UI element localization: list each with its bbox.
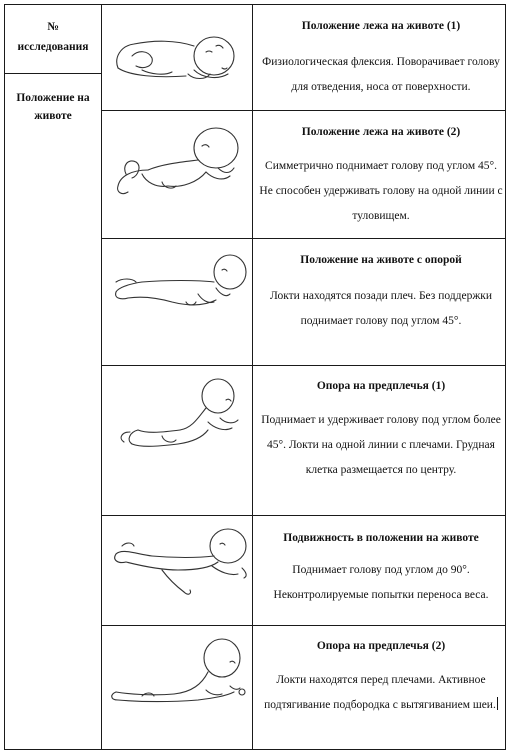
illustration-infant-prone-supported	[102, 244, 252, 362]
row-divider	[101, 110, 506, 111]
number-label: №	[47, 21, 59, 33]
row-divider	[101, 515, 506, 516]
illustration-infant-prone-mobility	[102, 520, 252, 622]
table-border-bottom	[4, 749, 506, 750]
row-description: Симметрично поднимает голову под углом 45°. Не способен удерживать голову на одной линии с туловищем.	[259, 160, 503, 222]
row-description-text: Локти находятся перед плечами. Активное подтягивание подбородка с вытягиванием шеи.	[264, 674, 496, 711]
row-description	[258, 668, 504, 718]
row-divider	[101, 238, 506, 239]
study-label: исследования	[17, 41, 89, 53]
row-title: Положение лежа на животе (1)	[301, 20, 461, 32]
table-border-left	[4, 4, 5, 750]
table-border-right	[505, 4, 506, 750]
illustration-infant-prone-head-lift	[102, 116, 252, 234]
row-title: Положение на животе с опорой	[300, 254, 462, 266]
column-divider-2	[252, 4, 253, 750]
row-title: Подвижность в положении на животе	[283, 532, 479, 544]
illustration-infant-flexed-prone	[102, 10, 252, 106]
row-description: Поднимает голову под углом до 90°. Неконтролируемые попытки переноса веса.	[273, 564, 489, 601]
header-divider	[4, 73, 102, 74]
row-description: Физиологическая флексия. Поворачивает голову для отведения, носа от поверхности.	[262, 56, 500, 93]
illustration-infant-forearm-support-advanced	[102, 630, 252, 746]
row-divider	[101, 625, 506, 626]
text-cursor	[497, 697, 498, 710]
row-description: Локти находятся позади плеч. Без поддержки поднимает голову под углом 45°.	[269, 290, 493, 327]
illustration-infant-forearm-support	[102, 370, 252, 512]
row-title: Положение лежа на животе (2)	[301, 126, 461, 138]
row-description: Поднимает и удерживает голову под углом более 45°. Локти на одной линии с плечами. Грудная клетка размещается по центру.	[261, 414, 501, 476]
row-divider	[101, 365, 506, 366]
row-title: Опора на предплечья (2)	[316, 640, 446, 652]
section-label: Положение на животе	[16, 92, 90, 122]
table-border-top	[4, 4, 506, 5]
row-title: Опора на предплечья (1)	[316, 380, 446, 392]
